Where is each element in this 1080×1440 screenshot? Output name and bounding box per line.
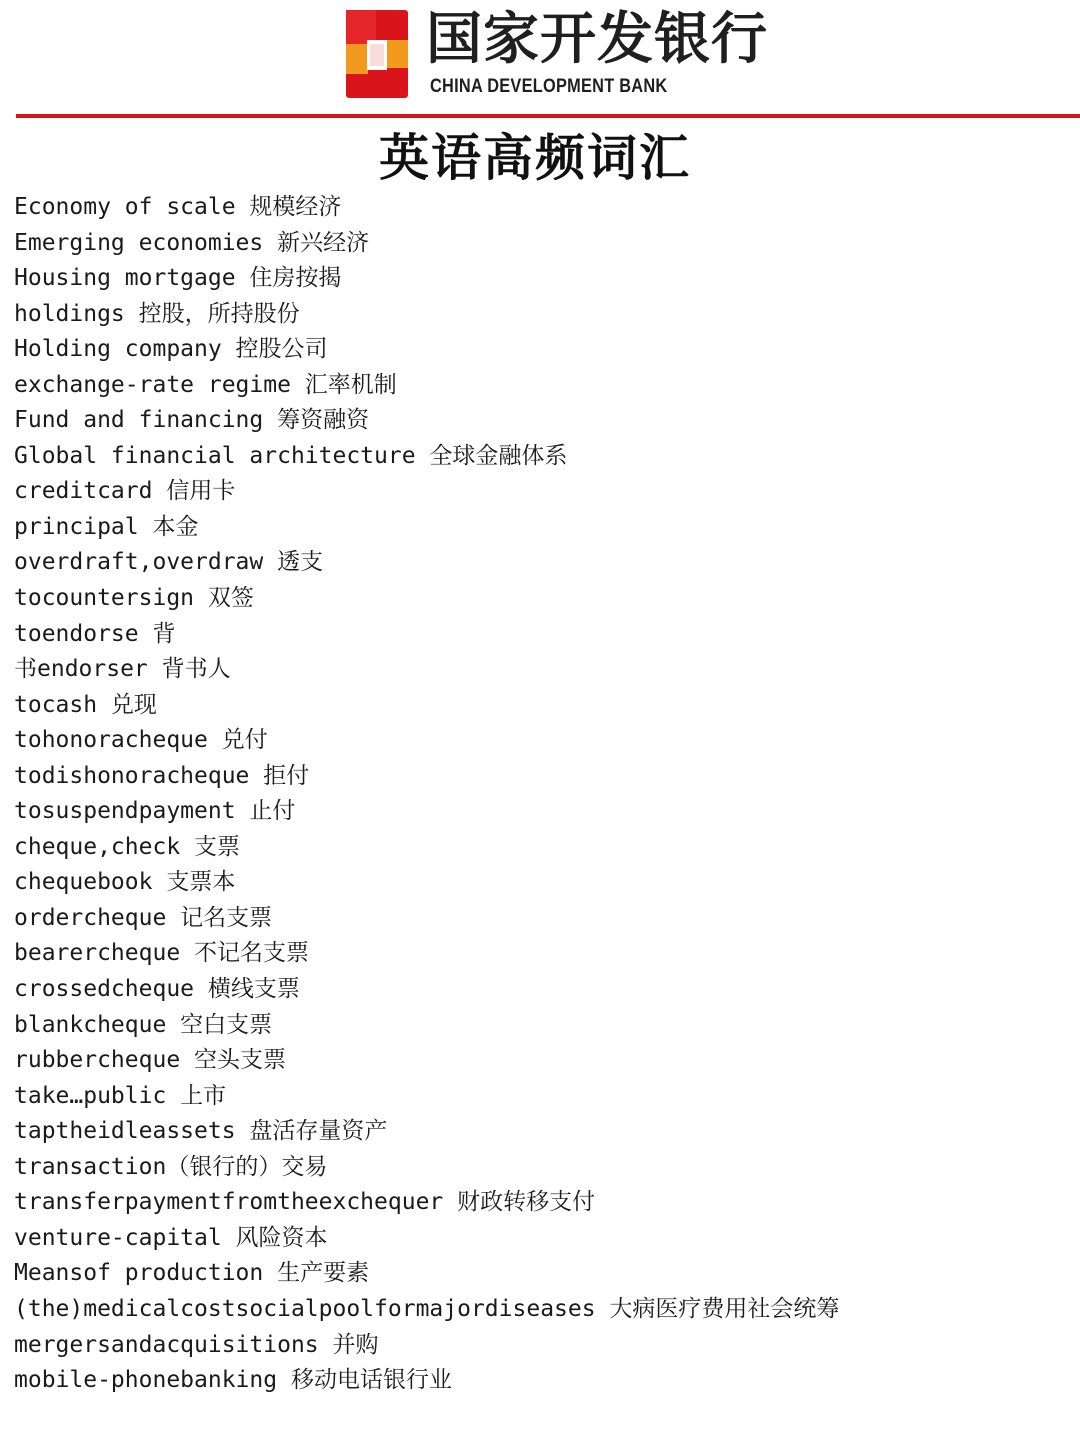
vocab-entry: chequebook 支票本 — [14, 869, 236, 896]
vocab-entry: overdraft,overdraw 透支 — [14, 549, 324, 576]
vocab-entry: take…public 上市 — [14, 1082, 227, 1109]
vocab-entry: cheque,check 支票 — [14, 833, 241, 860]
vocab-entry: transaction（银行的）交易 — [14, 1153, 328, 1180]
vocab-entry: creditcard 信用卡 — [14, 478, 236, 505]
vocab-entry: todishonoracheque 拒付 — [14, 762, 310, 789]
vocab-entry: mobile-phonebanking 移动电话银行业 — [14, 1367, 452, 1394]
page-title: 英语高频词汇 — [379, 129, 691, 187]
vocab-entry: tocash 兑现 — [14, 691, 157, 718]
vocabulary-list — [14, 190, 1074, 1399]
vocab-entry: Global financial architecture 全球金融体系 — [14, 442, 568, 469]
vocab-entry: ordercheque 记名支票 — [14, 904, 273, 931]
header-divider — [16, 114, 1080, 118]
vocab-entry: venture-capital 风险资本 — [14, 1224, 328, 1251]
vocab-entry: Emerging economies 新兴经济 — [14, 229, 370, 256]
vocab-entry: mergersandacquisitions 并购 — [14, 1331, 379, 1358]
vocab-entry: Holding company 控股公司 — [14, 336, 328, 363]
vocab-entry: Housing mortgage 住房按揭 — [14, 265, 342, 292]
vocab-entry: tohonoracheque 兑付 — [14, 727, 268, 754]
vocab-entry: crossedcheque 横线支票 — [14, 976, 300, 1003]
vocab-entry: rubbercheque 空头支票 — [14, 1047, 287, 1074]
brand-name-english: CHINA DEVELOPMENT BANK — [430, 76, 668, 97]
vocab-entry: holdings 控股，所持股份 — [14, 300, 300, 327]
vocab-entry: taptheidleassets 盘活存量资产 — [14, 1118, 388, 1145]
vocab-entry: Fund and financing 筹资融资 — [14, 407, 370, 434]
vocab-entry: tocountersign 双签 — [14, 585, 254, 612]
vocab-entry: bearercheque 不记名支票 — [14, 940, 310, 967]
brand-name-chinese: 国家开发银行 — [426, 7, 768, 72]
header — [0, 0, 1080, 118]
vocab-entry: principal 本金 — [14, 513, 199, 540]
vocab-entry: Meansof production 生产要素 — [14, 1260, 370, 1287]
vocab-entry: tosuspendpayment 止付 — [14, 798, 296, 825]
vocab-entry: toendorse 背 — [14, 620, 176, 647]
vocab-entry: blankcheque 空白支票 — [14, 1011, 273, 1038]
vocab-entry: (the)medicalcostsocialpoolformajordiseases 大病医疗费用社会统筹 — [14, 1295, 840, 1322]
vocab-entry: Economy of scale 规模经济 — [14, 194, 342, 220]
vocab-entry: exchange-rate regime 汇率机制 — [14, 371, 397, 398]
china-development-bank-logo — [346, 10, 408, 98]
vocab-entry: 书endorser 背书人 — [14, 656, 231, 683]
vocab-entry: transferpaymentfromtheexchequer 财政转移支付 — [14, 1189, 596, 1216]
